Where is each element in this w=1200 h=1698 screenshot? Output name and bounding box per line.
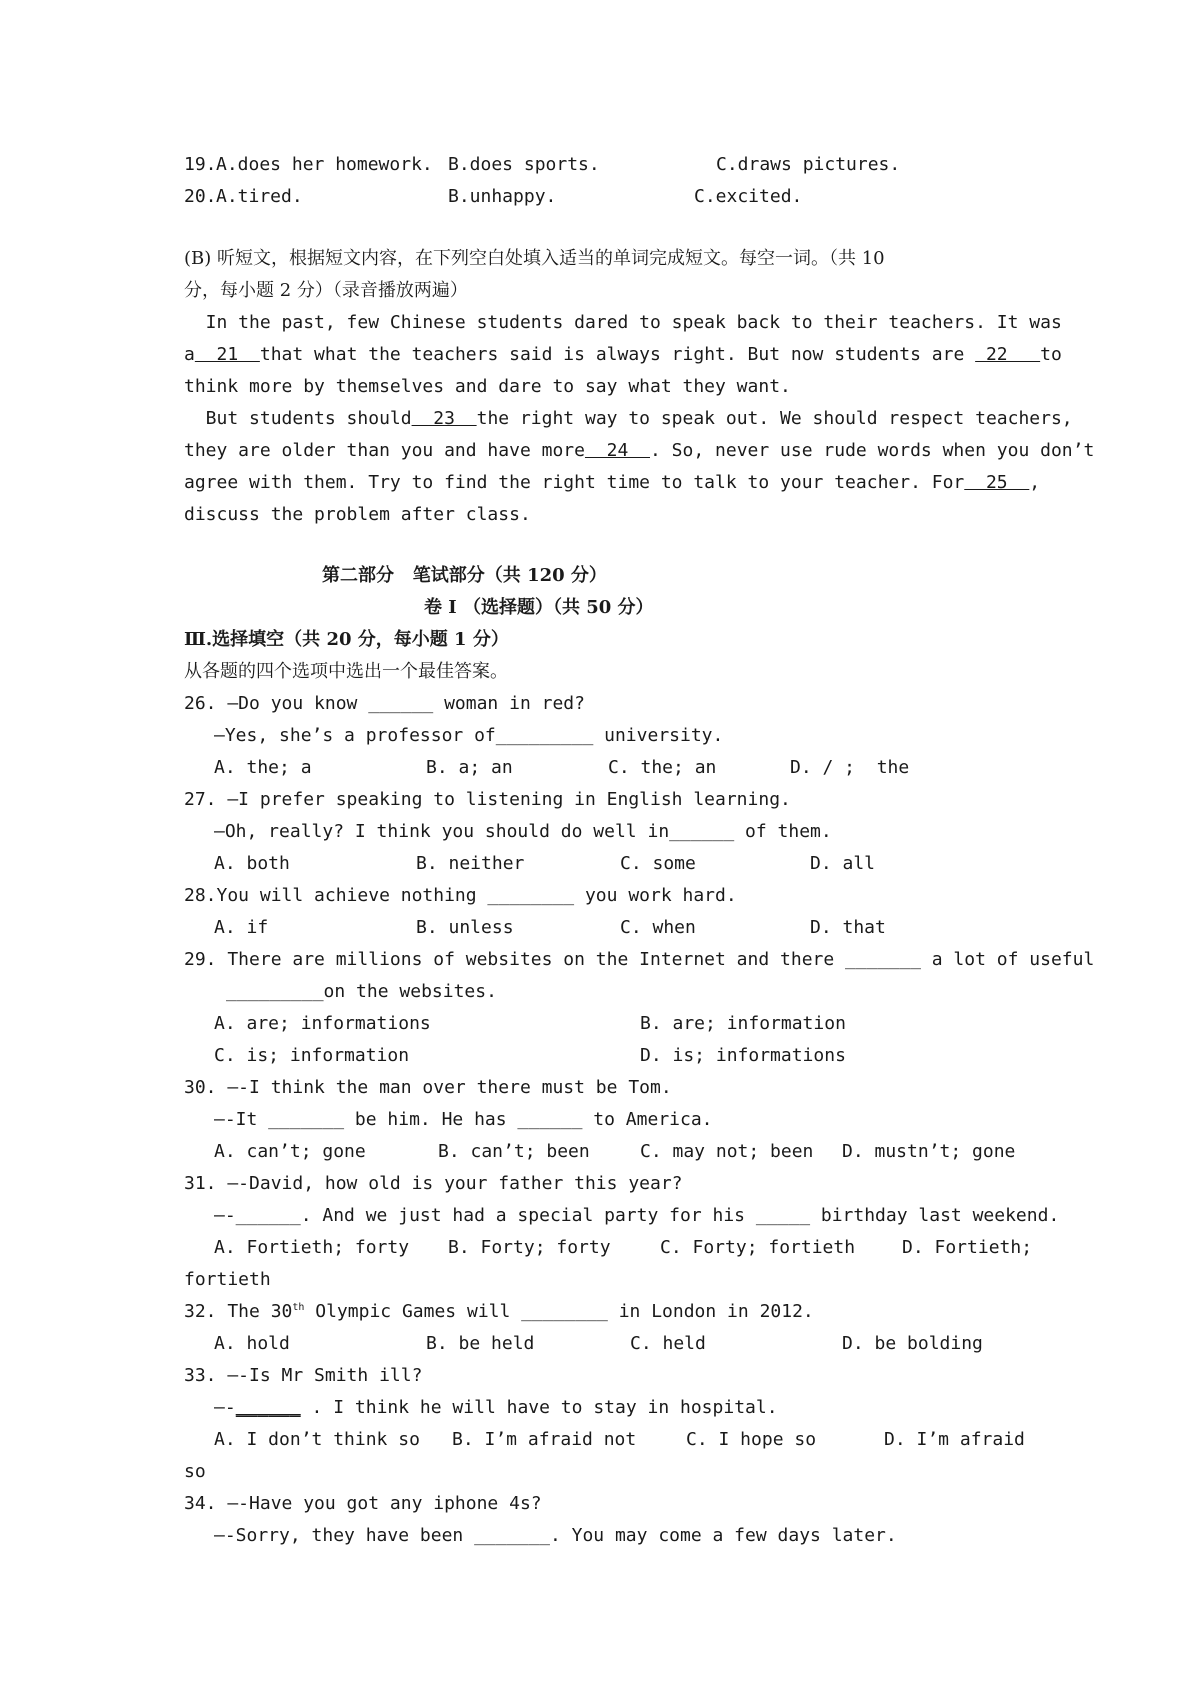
text: . So, never use rude words when you don’t [650,440,1095,461]
q32-option-d: D. be bolding [842,1333,983,1354]
q30-option-d: D. mustn’t; gone [842,1141,1016,1162]
passage-line-6 [184,470,1040,498]
q33-option-a: A. I don’t think so [214,1429,420,1450]
q29-option-a: A. are; informations [214,1013,431,1034]
passage-line-4 [184,406,1073,434]
text: But students should [184,408,412,429]
text: . I think he will have to stay in hospital. [300,1397,778,1418]
q20-option-b: B.unhappy. [448,186,557,207]
q28-stem: 28.You will achieve nothing ________ you work hard. [184,885,737,906]
passage-line-5 [184,438,1094,466]
q32-stem [184,1299,814,1327]
q19-number: 19. [184,154,217,175]
q30-response: —-It _______ be him. He has ______ to America. [214,1109,713,1130]
q29-stem-continued: _________on the websites. [226,981,497,1002]
q31-option-a: A. Fortieth; forty [214,1237,410,1258]
text: they are older than you and have more [184,440,585,461]
section-3-title: Ⅲ.选择填空（共 20 分，每小题 1 分） [184,629,509,650]
q31-stem: 31. —-David, how old is your father this year? [184,1173,683,1194]
text: to [1040,344,1062,365]
passage-line-7: discuss the problem after class. [184,504,531,525]
text: a [184,344,195,365]
q28-option-a: A. if [214,917,269,938]
q19-option-b: B.does sports. [448,154,600,175]
q31-option-c: C. Forty; fortieth [660,1237,856,1258]
blank-25: 25 [964,472,1030,493]
section-b-instruction-2: 分，每小题 2 分）（录音播放两遍） [184,280,468,301]
text: the right way to speak out. We should respect teachers, [476,408,1073,429]
q27-option-c: C. some [620,853,696,874]
q26-option-a: A. the; a [214,757,312,778]
text: —- [214,1397,236,1418]
passage-line-2 [184,342,1062,370]
section-3-instruction: 从各题的四个选项中选出一个最佳答案。 [184,661,508,682]
q32-option-b: B. be held [426,1333,535,1354]
q34-stem: 34. —-Have you got any iphone 4s? [184,1493,542,1514]
superscript-th: th [292,1302,305,1313]
q30-option-c: C. may not; been [640,1141,814,1162]
text: 32. The 30 [184,1301,293,1322]
text: agree with them. Try to find the right time to talk to your teacher. For [184,472,965,493]
q19-option-c: C.draws pictures. [716,154,901,175]
blank-22: 22 [975,344,1041,365]
q26-stem: 26. —Do you know ______ woman in red? [184,693,585,714]
q28-option-d: D. that [810,917,886,938]
part2-title: 第二部分 笔试部分（共 120 分） [322,565,607,586]
q31-option-b: B. Forty; forty [448,1237,611,1258]
q30-stem: 30. —-I think the man over there must be Tom. [184,1077,672,1098]
part2-subtitle: 卷 I （选择题）（共 50 分） [424,597,654,618]
q29-stem: 29. There are millions of websites on the Internet and there _______ a lot of useful [184,949,1095,970]
section-b-instruction-1: (B) 听短文，根据短文内容，在下列空白处填入适当的单词完成短文。每空一词。（共 10 [184,248,885,269]
blank-23: 23 [411,408,477,429]
q33-response [214,1395,778,1423]
q33-option-c: C. I hope so [686,1429,817,1450]
q30-option-b: B. can’t; been [438,1141,590,1162]
blank-24: 24 [584,440,650,461]
text: , [1029,472,1041,493]
q32-option-c: C. held [630,1333,706,1354]
q34-response: —-Sorry, they have been _______. You may come a few days later. [214,1525,897,1546]
text: that what the teachers said is always right. But now students are [259,344,976,365]
q31-option-d-wrap: fortieth [184,1269,271,1290]
q32-option-a: A. hold [214,1333,290,1354]
passage-line-1: In the past, few Chinese students dared to speak back to their teachers. It was [184,312,1062,333]
q28-option-c: C. when [620,917,696,938]
q20-option-a: A.tired. [216,186,303,207]
q29-option-d: D. is; informations [640,1045,846,1066]
q27-option-b: B. neither [416,853,525,874]
q30-option-a: A. can’t; gone [214,1141,366,1162]
blank-21: 21 [194,344,260,365]
q26-response: —Yes, she’s a professor of_________ university. [214,725,724,746]
q33-stem: 33. —-Is Mr Smith ill? [184,1365,423,1386]
blank: ______ [235,1397,301,1418]
q27-response: —Oh, really? I think you should do well in______ of them. [214,821,832,842]
passage-line-3: think more by themselves and dare to say what they want. [184,376,791,397]
q31-response: —-______. And we just had a special party for his _____ birthday last weekend. [214,1205,1060,1226]
q33-option-d-wrap: so [184,1461,206,1482]
q29-option-b: B. are; information [640,1013,846,1034]
q20-number: 20. [184,186,217,207]
q29-option-c: C. is; information [214,1045,410,1066]
q20-option-c: C.excited. [694,186,803,207]
q19-option-a: A.does her homework. [216,154,433,175]
q26-option-d: D. / ; the [790,757,910,778]
q27-stem: 27. —I prefer speaking to listening in English learning. [184,789,791,810]
q26-option-c: C. the; an [608,757,717,778]
q33-option-d: D. I’m afraid [884,1429,1025,1450]
q27-option-a: A. both [214,853,290,874]
q33-option-b: B. I’m afraid not [452,1429,637,1450]
q27-option-d: D. all [810,853,876,874]
q28-option-b: B. unless [416,917,514,938]
q26-option-b: B. a; an [426,757,513,778]
q31-option-d: D. Fortieth; [902,1237,1033,1258]
text: Olympic Games will ________ in London in 2012. [304,1301,814,1322]
